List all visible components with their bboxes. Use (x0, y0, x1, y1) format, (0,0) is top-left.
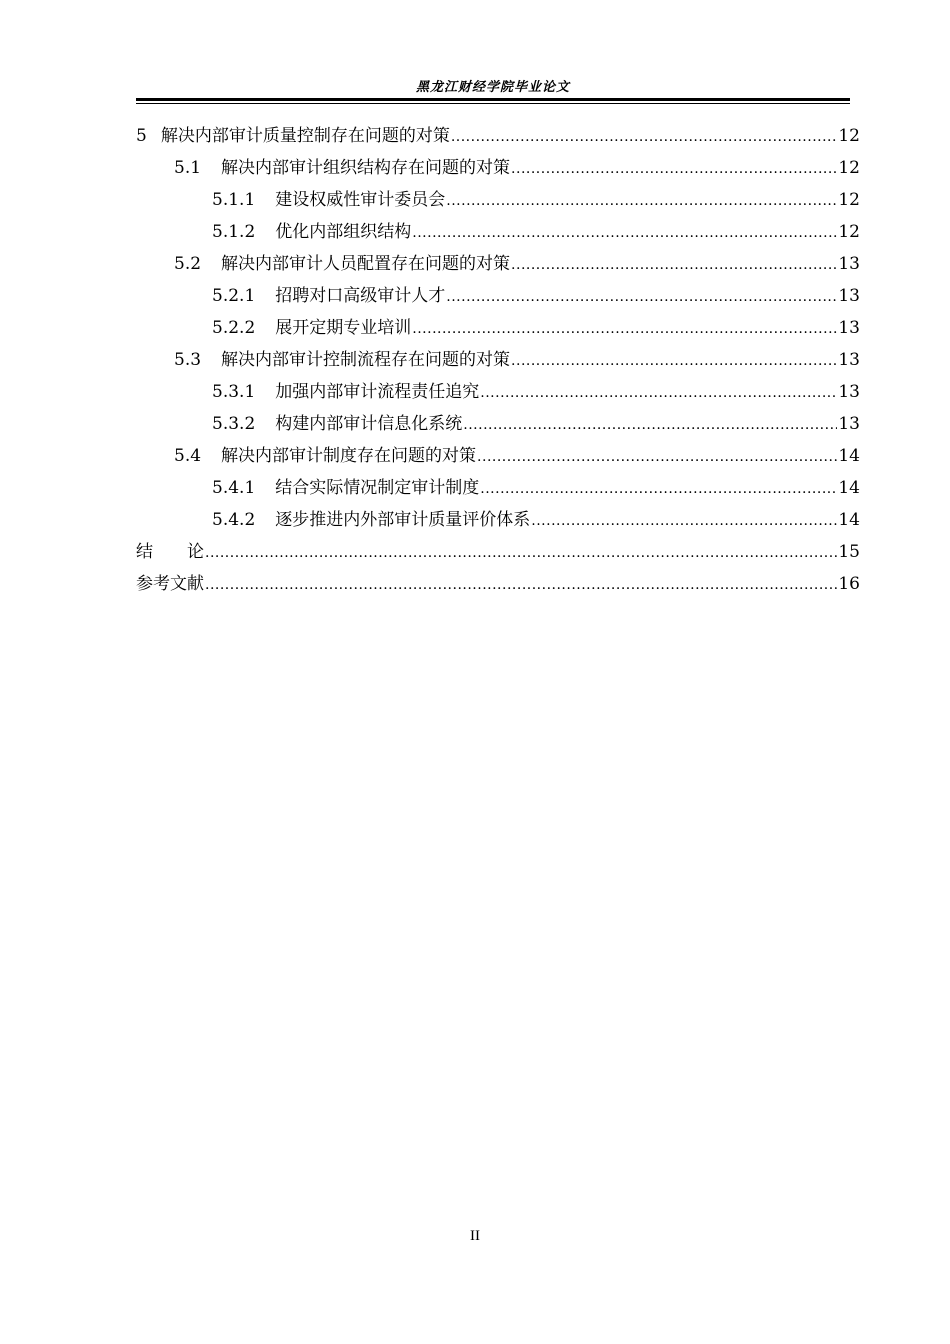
toc-dot-leader (480, 473, 837, 505)
toc-entry-title: 加强内部审计流程责任追究 (275, 382, 480, 402)
toc-entry-title: 结 论 (136, 542, 204, 562)
toc-entry-title: 解决内部审计控制流程存在问题的对策 (221, 350, 511, 370)
header-rule-thick (136, 98, 850, 101)
toc-entry-page: 13 (838, 254, 860, 274)
toc-entry-references[interactable] (136, 568, 860, 600)
toc-entry-page: 14 (838, 510, 860, 530)
toc-entry-number: 5.3 (174, 350, 202, 370)
page-number: II (470, 1228, 480, 1244)
header-rule-thin (136, 103, 850, 104)
toc-entry-page: 12 (838, 222, 860, 242)
toc-dot-leader (480, 377, 837, 409)
toc-dot-leader (531, 505, 837, 537)
toc-entry[interactable] (136, 504, 860, 536)
toc-entry-title: 建设权威性审计委员会 (275, 190, 446, 210)
toc-dot-leader (511, 153, 837, 185)
toc-entry-page: 14 (838, 478, 860, 498)
toc-dot-leader (205, 569, 837, 601)
toc-entry-title: 展开定期专业培训 (275, 318, 412, 338)
toc-entry[interactable] (136, 120, 860, 152)
toc-entry-page: 14 (838, 446, 860, 466)
toc-entry-title: 解决内部审计组织结构存在问题的对策 (221, 158, 511, 178)
toc-dot-leader (446, 281, 837, 313)
toc-dot-leader (511, 345, 837, 377)
toc-dot-leader (412, 217, 837, 249)
toc-dot-leader (412, 313, 837, 345)
toc-entry-title: 优化内部组织结构 (275, 222, 412, 242)
toc-entry-number: 5.2 (174, 254, 202, 274)
toc-entry-page: 13 (838, 318, 860, 338)
toc-dot-leader (463, 409, 837, 441)
toc-entry-number: 5.1.1 (212, 190, 256, 210)
toc-dot-leader (511, 249, 837, 281)
toc-entry-title: 解决内部审计质量控制存在问题的对策 (160, 126, 450, 146)
toc-entry-number: 5.1.2 (212, 222, 256, 242)
toc-entry[interactable] (136, 184, 860, 216)
toc-entry-number: 5.1 (174, 158, 202, 178)
toc-entry[interactable] (136, 216, 860, 248)
toc-entry[interactable] (136, 344, 860, 376)
toc-entry-title: 解决内部审计制度存在问题的对策 (221, 446, 477, 466)
toc-entry-page: 13 (838, 350, 860, 370)
toc-entry-number: 5.4 (174, 446, 202, 466)
toc-dot-leader (446, 185, 837, 217)
toc-dot-leader (477, 441, 837, 473)
toc-entry-page: 16 (838, 574, 860, 594)
toc-entry-page: 15 (838, 542, 860, 562)
toc-entry[interactable] (136, 152, 860, 184)
toc-entry-page: 13 (838, 286, 860, 306)
toc-entry-title: 逐步推进内外部审计质量评价体系 (275, 510, 531, 530)
toc-entry[interactable] (136, 472, 860, 504)
toc-entry[interactable] (136, 280, 860, 312)
toc-entry-title: 结合实际情况制定审计制度 (275, 478, 480, 498)
toc-dot-leader (451, 121, 838, 153)
toc-dot-leader (205, 537, 837, 569)
running-header-title: 黑龙江财经学院毕业论文 (415, 80, 570, 95)
toc-entry-number: 5.4.1 (212, 478, 256, 498)
toc-entry[interactable] (136, 376, 860, 408)
toc-entry-number: 5.2.2 (212, 318, 256, 338)
toc-entry-title: 构建内部审计信息化系统 (275, 414, 463, 434)
toc-entry[interactable] (136, 408, 860, 440)
toc-entry-page: 13 (838, 414, 860, 434)
toc-entry-title: 参考文献 (136, 574, 204, 594)
toc-entry-number: 5.3.1 (212, 382, 256, 402)
table-of-contents (136, 120, 860, 600)
toc-entry-number: 5.3.2 (212, 414, 256, 434)
toc-entry[interactable] (136, 248, 860, 280)
toc-entry-conclusion[interactable] (136, 536, 860, 568)
toc-entry[interactable] (136, 312, 860, 344)
toc-entry-page: 12 (838, 190, 860, 210)
toc-entry-number: 5.4.2 (212, 510, 256, 530)
toc-entry-page: 12 (838, 158, 860, 178)
toc-entry-page: 13 (838, 382, 860, 402)
toc-entry-number: 5 (136, 126, 147, 146)
toc-entry-title: 招聘对口高级审计人才 (275, 286, 446, 306)
toc-entry[interactable] (136, 440, 860, 472)
toc-entry-page: 12 (838, 126, 860, 146)
toc-entry-title: 解决内部审计人员配置存在问题的对策 (221, 254, 511, 274)
toc-entry-number: 5.2.1 (212, 286, 256, 306)
